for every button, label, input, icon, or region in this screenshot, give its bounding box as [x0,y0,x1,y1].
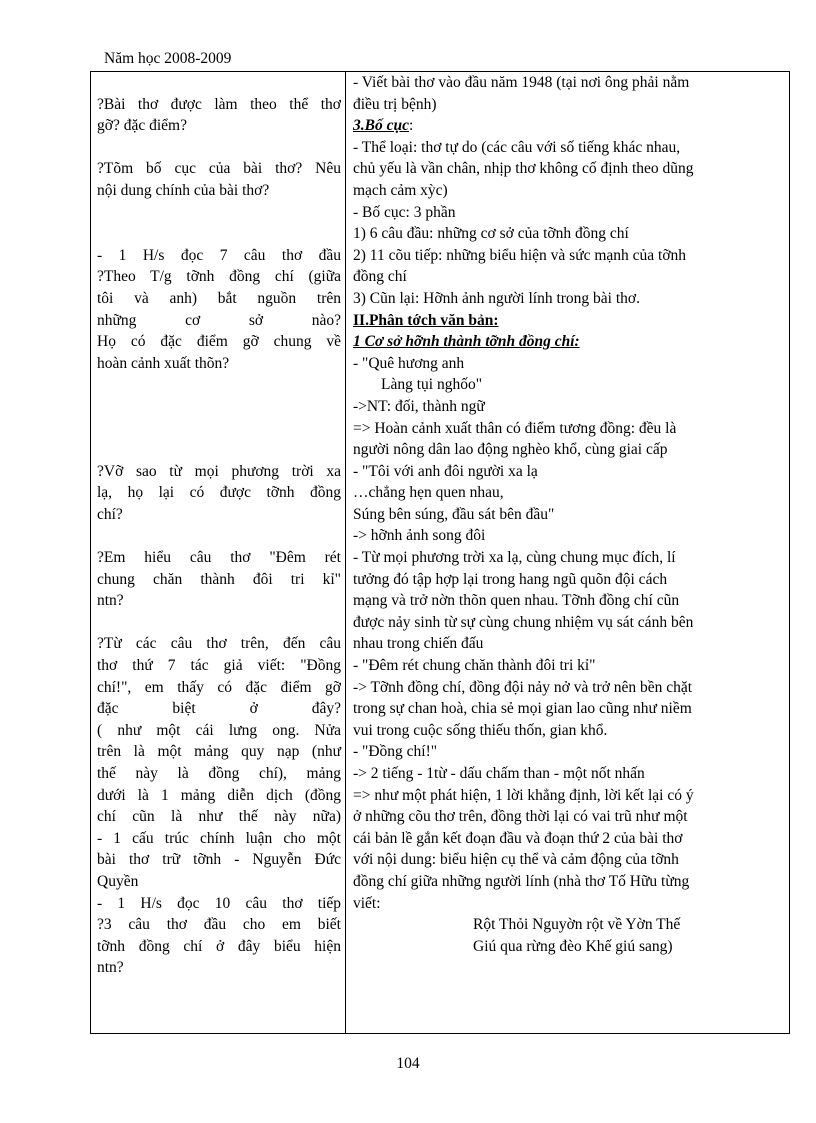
answer-line: - Viết bài thơ vào đầu năm 1948 (tại nơi ông phải nằm [353,74,690,91]
answer-line: - "Quê hương anh [353,354,465,372]
answer-line: với nội dung: biểu hiện cụ thể và cảm động của tỡnh [353,851,679,869]
column-divider [345,72,346,1033]
question-line: dưới là 1 mảng diễn dịch (đồng [97,786,341,804]
section3-colon: : [408,117,414,135]
question-line: ?Bài thơ được làm theo thể thơ [97,95,341,113]
section2-heading: II.Phân tớch văn bản: [353,311,499,329]
question-line: ?Tõm bố cục của bài thơ? Nêu [97,160,341,178]
question-line: tôi và anh) bắt nguồn trên [97,289,341,307]
question-line: chí cũn là như thế này nữa) [97,808,341,826]
question-line: - 1 H/s đọc 10 câu thơ tiếp [97,894,341,912]
answer-line: ->NT: đối, thành ngữ [353,397,485,415]
answer-line: - Thể loại: thơ tự do (các câu với số tiếng khác nhau, [353,138,681,156]
answer-line: => như một phát hiện, 1 lời khẳng định, lời kết lại có ý [353,786,694,804]
section3-heading: 3.Bố cục [353,117,409,135]
question-line: tỡnh đồng chí ở đây biểu hiện [97,937,341,955]
answer-line: - "Đồng chí!" [353,743,438,761]
question-line: ?Em hiểu câu thơ "Đêm rét [97,549,341,567]
question-line: lạ, họ lại có được tỡnh đồng [97,484,341,502]
answer-line: điều trị bệnh) [353,95,437,113]
question-line: ( như một cái lưng ong. Nửa [97,721,341,739]
question-line: - 1 H/s đọc 7 câu thơ đầu [97,246,341,264]
answer-line: chủ yếu là vần chân, nhịp thơ không cố định theo dũng [353,160,694,178]
question-line: thế này là đồng chí), mảng [97,765,341,782]
answer-line: trong sự chan hoà, chia sẻ mọi gian lao cũng như niềm [353,700,692,718]
answer-line: vui trong cuộc sống thiếu thốn, gian khổ. [353,721,608,739]
answer-line: ở những cõu thơ trên, đồng thời lại có vai trũ như một [353,808,688,826]
question-line: chung chăn thành đôi tri kỉ" [97,570,341,588]
answer-line: mạng và trở nờn thõn quen nhau. Tỡnh đồng chí cũn [353,592,680,610]
question-line: nội dung chính của bài thơ? [97,181,270,199]
question-line: đặc biệt ở đây? [97,700,341,718]
answer-line: => Hoàn cảnh xuất thân có điểm tương đồng: đều là [353,419,677,437]
answer-line: đồng chí giữa những người lính (nhà thơ Tố Hữu từng [353,872,690,890]
question-line: trên là một mảng quy nạp (như [97,743,341,761]
question-line: ntn? [97,959,124,977]
teacher-questions-column [97,72,341,979]
answer-line: -> hỡnh ảnh song đôi [353,527,486,545]
question-line: ?Từ các câu thơ trên, đến câu [97,635,341,653]
question-line: ntn? [97,592,124,610]
answer-line: - "Đêm rét chung chăn thành đôi tri kỉ" [353,657,596,675]
answer-line: được nảy sinh từ sự cùng chung nhiệm vụ sát cánh bên [353,613,694,631]
answer-line: -> Tỡnh đồng chí, đồng đội nảy nở và trở nên bền chặt [353,678,693,696]
page-number: 104 [396,1055,420,1072]
answer-line: 3) Cũn lại: Hỡnh ảnh người lính trong bài thơ. [353,289,640,307]
question-line: Quyền [97,872,139,890]
question-line: chí!", em thấy có đặc điểm gỡ [97,678,341,696]
lesson-table [90,72,790,1034]
question-line: ?3 câu thơ đầu cho em biết [97,916,341,934]
answer-line: - Từ mọi phương trời xa lạ, cùng chung mục đích, lí [353,549,676,567]
answer-line: - "Tôi với anh đôi người xa lạ [353,462,538,480]
question-line: thơ thứ 7 tác giả viết: "Đồng [97,657,341,675]
question-line: ?Theo T/g tỡnh đồng chí (giữa [97,268,341,286]
question-line: gỡ? đặc điểm? [97,117,187,135]
answer-line: -> 2 tiếng - 1từ - dấu chấm than - một nốt nhấn [353,765,645,782]
answer-line: viết: [353,894,381,912]
school-year-header: Năm học 2008-2009 [104,50,232,67]
poem-line: Rột Thỏi Nguyờn rột về Yờn Thế [473,916,681,934]
student-answers-column [353,72,785,957]
answer-line: mạch cảm xỳc) [353,181,448,199]
question-line: - 1 cấu trúc chính luận cho một [97,829,341,847]
answer-line: Súng bên súng, đầu sát bên đầu" [353,505,555,523]
question-line: hoàn cảnh xuất thõn? [97,354,230,372]
answer-line: đồng chí [353,268,407,286]
answer-line: …chẳng hẹn quen nhau, [353,484,504,502]
answer-line: 1) 6 câu đầu: những cơ sở của tỡnh đồng chí [353,225,629,243]
answer-line: tưởng đó tập hợp lại trong hang ngũ quõn đội cách [353,570,668,588]
question-line: Họ có đặc điểm gỡ chung về [97,333,341,351]
answer-line: - Bố cục: 3 phần [353,203,456,221]
answer-line: cái bản lề gắn kết đoạn đầu và đoạn thứ 2 của bài thơ [353,829,683,847]
question-line: chí? [97,505,123,523]
answer-line: 2) 11 cõu tiếp: những biểu hiện và sức mạnh của tỡnh [353,246,687,264]
answer-line: người nông dân lao động nghèo khổ, cùng giai cấp [353,441,668,459]
answer-line: nhau trong chiến đấu [353,635,484,653]
question-line: bài thơ trữ tỡnh - Nguyễn Đức [97,851,341,869]
poem-line: Làng tụi nghốo" [381,376,483,394]
question-line: ?Vỡ sao từ mọi phương trời xa [97,462,341,480]
question-line: những cơ sở nào? [97,311,341,329]
subsection1-heading: 1 Cơ sở hỡnh thành tỡnh đồng chí: [353,333,580,351]
poem-line: Giú qua rừng đèo Khế giú sang) [473,937,673,955]
